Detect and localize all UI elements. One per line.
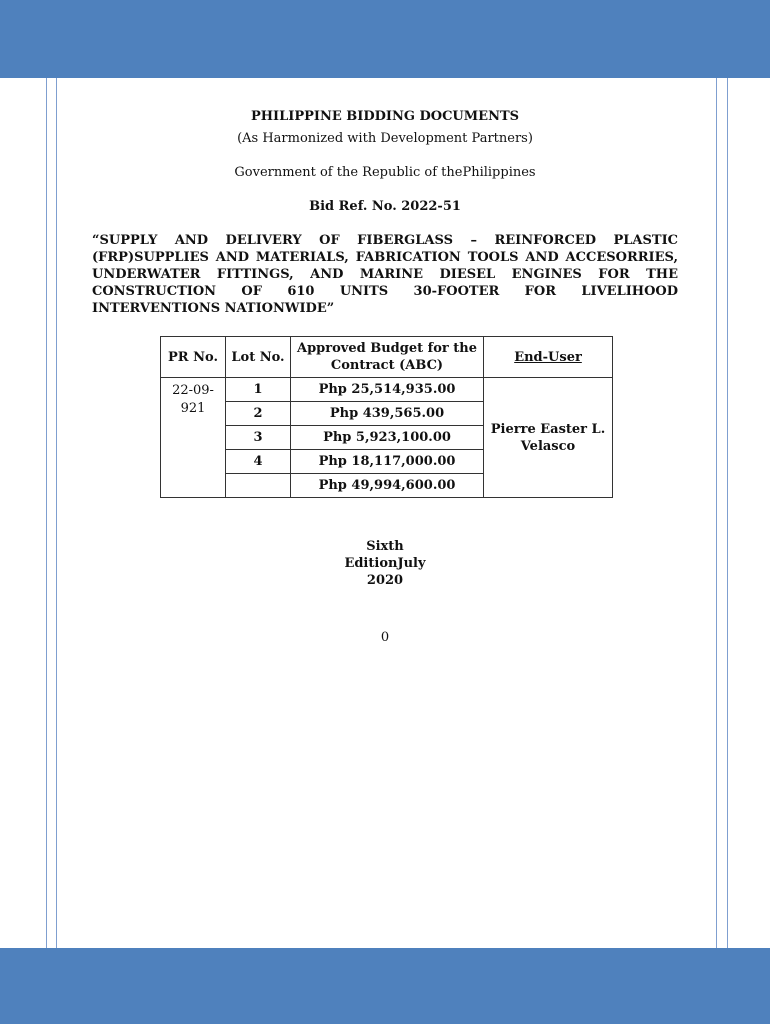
document-heading: PHILIPPINE BIDDING DOCUMENTS [250,109,520,124]
lot-abc: Php 18,117,000.00 [291,450,484,474]
left-border-line-inner [56,78,57,948]
lot-abc: Php 439,565.00 [291,402,484,426]
right-border-line-inner [716,78,717,948]
left-border-line-outer [46,78,47,948]
document-body [92,108,678,646]
top-band [0,0,770,78]
lot-number: 1 [226,378,291,402]
edition-line: Sixth EditionJuly 2020 [344,539,426,588]
right-border-line-outer [727,78,728,948]
table-header-row [161,337,613,378]
lot-number: 2 [226,402,291,426]
pr-number: 22-09-921 [161,378,226,498]
government-line: Government of the Republic of thePhilippines [234,165,536,180]
header-abc: Approved Budget for the Contract (ABC) [291,337,484,378]
lot-number: 3 [226,426,291,450]
project-title: “SUPPLY AND DELIVERY OF FIBERGLASS – REINFORCED PLASTIC (FRP)SUPPLIES AND MATERIALS, FABRICATION TOOLS AND ACCESORRIES, UNDERWATER FITTINGS, AND MARINE DIESEL ENGINES FOR THE CONSTRUCTION OF 610 UNITS 30-FOOTER FOR LIVELIHOOD INTERVENTIONS NATIONWIDE” [92,233,678,316]
lot-number: 4 [226,450,291,474]
bottom-band [0,948,770,1024]
page-number: 0 [380,630,390,645]
lots-table [160,336,613,498]
lot-abc: Php 5,923,100.00 [291,426,484,450]
document-subheading: (As Harmonized with Development Partners) [237,131,533,146]
total-abc: Php 49,994,600.00 [291,474,484,498]
header-lot-no: Lot No. [226,337,291,378]
lot-abc: Php 25,514,935.00 [291,378,484,402]
header-pr-no: PR No. [161,337,226,378]
bid-ref: Bid Ref. No. 2022-51 [309,199,461,214]
total-lot-empty [226,474,291,498]
table-row [161,378,613,402]
end-user-name: Pierre Easter L. Velasco [484,378,613,498]
header-end-user: End-User [484,337,613,378]
